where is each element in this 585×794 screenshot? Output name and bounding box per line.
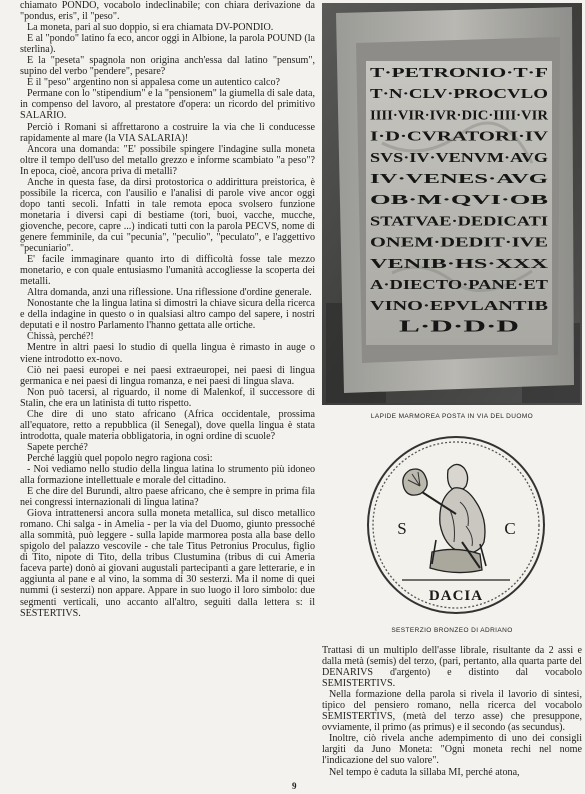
tablet-caption: LAPIDE MARMOREA POSTA IN VIA DEL DUOMO [370,413,534,420]
paragraph: Anche in questa fase, da dirsi protostorica o addirittura preistorica, è possibile la ricerca, con l'ausilio e l'analisi di parole vive ancor oggi dopo tanti secoli. Infatti in tale remota epoca svolsero funzione monetaria i diversi capi di bestiame (tori, buoi, vacche, mucche, giovenche, pecore, capre ...) indicati tutti con la parola PECVS, nome di genere femminile, da cui "pecunia", "peculio", "peculato", e l'aggettivo "pecuniario". [20,176,315,255]
coin-letter-c: C [504,519,516,538]
inscription-line: A·DIECTO·PANE·ET [370,278,549,293]
left-text-column [20,0,315,619]
paragraph: Nella formazione della parola si rivela il lavorio di sintesi, tipico del pensiero romano, nella ricerca del vocabolo SEMISTERTIVS, (metà del terzo asse) che presuppone, ovviamente, il primo (as primus) e il secondo (as secundus). [322,689,582,734]
inscription-line: T·PETRONIO·T·F [370,66,548,81]
paragraph: Sapete perché? [27,441,88,453]
paragraph: Che dire di uno stato africano (Africa occidentale, prossima all'equatore, retto a repubblica (il Senegal), dove quella lingua è stata introdotta, quale materia obbligatoria, in ogni ordine di scuole? [20,408,315,442]
paragraph: Giova intrattenersi ancora sulla moneta metallica, sul disco metallico romano. Chi salga - in Amelia - per la via del Duomo, giunto pressoché alla sommità, può leggere - sulla lapide marmorea posta alla base dello spigolo del palazzo vescovile - che tale Titus Petronius Proculus, figlio di Tito, nipote di Tito, della tribus Clustumina (tribus di cui Ameria faceva parte) donò ai giovani augustali partecipanti a gare letterarie, e in aggiunta al pane e al vino, la somma di 30 sesterzi. Ma il nome di quei nummi (i sesterzi) non appare. Appare in suo luogo il loro simbolo: due segmenti verticali, uno accanto all'altro, seguiti dalla lettera s: il SESTERTIVS. [20,508,315,619]
paragraph: Perciò i Romani si affrettarono a costruire la via che li conducesse rapidamente al mare (la VIA SALARIA)! [20,121,315,144]
paragraph: Chissà, perché?! [27,331,94,343]
inscription-line: T·N·CLV·PROCVLO [370,87,549,103]
paragraph: E che dire del Burundi, altro paese africano, che è sempre in prima fila nei congressi internazionali di lingua latina? [20,486,315,509]
paragraph: Altra domanda, anzi una riflessione. Una riflessione d'ordine generale. [27,287,312,299]
paragraph: E' facile immaginare quanto irto di difficoltà fosse tale mezzo monetario, e con quale entusiasmo l'umanità accogliesse la scoperta dei metalli. [20,254,315,288]
paragraph: Permane con lo "stipendium" e la "pensionem" la giumella di sale data, in compenso del lavoro, al prestatore d'opera: un ricordo del primitivo SALARIO. [20,88,315,122]
paragraph: Ancora una domanda: "E' possibile spingere l'indagine sulla moneta oltre il tempo dell'uso del metallo grezzo e informe scambiato "a peso"? In epoca, cioè, ancora priva di metalli? [20,143,315,177]
paragraph: - Noi vediamo nello studio della lingua latina lo strumento più idoneo alla formazione intellettuale e morale del cittadino. [20,463,315,487]
marble-tablet-photo [322,3,582,405]
paragraph: Mentre in altri paesi lo studio di quella lingua è rimasto in auge o viene introdotto ex-novo. [20,342,315,365]
paragraph: Nel tempo è caduta la sillaba MI, perché atona, [329,766,520,778]
inscription-line: IV·VENES·AVG [370,172,549,187]
figure-head-icon [448,464,468,490]
paragraph: La moneta, pari al suo doppio, si era chiamata DV-PONDIO. [27,22,274,34]
marble-tablet-image [322,3,582,405]
paragraph: Perché laggiù quel popolo negro ragiona così: [27,452,213,464]
paragraph: Trattasi di un multiplo dell'asse librale, risultante da 2 assi e dalla metà (semis) del terzo, (pari, pertanto, alla quarta parte del DENARIVS d'argento) e distinto dal vocabolo SEMISTERTIVS. [322,645,582,690]
coin-caption: SESTERZIO BRONZEO DI ADRIANO [391,627,513,634]
paragraph: E la "peseta" spagnola non origina anch'essa dal latino "pensum", supino del verbo "pendere", pesare? [20,55,315,78]
inscription-line: SVS·IV·VENVM·AVG [370,150,549,166]
sestertius-coin-drawing [362,430,550,620]
coin-letter-s: S [397,519,407,538]
paragraph: Inoltre, ciò rivela anche adempimento di uno dei consigli largiti da Juno Moneta: "Ogni moneta rechi nel nome l'indicazione del suo valore". [322,733,582,767]
coin-exergue: DACIA [428,588,484,604]
inscription-line: VENIB·HS·XXX [370,256,548,272]
inscription-line: STATVAE·DEDICATI [370,214,548,230]
inscription-line: IIII·VIR·IVR·DIC·IIII·VIR [370,108,549,124]
paragraph: Nonostante che la lingua latina si dimostri la chiave sicura della ricerca e della indagine in questo o in qualsiasi altro campo del sapere, i nostri deputati e il nostro Parlamento l'hanno gettata alle ortiche. [20,298,315,332]
paragraph: Ciò nei paesi europei e nei paesi extraeuropei, nei paesi di lingua germanica e nei paesi di lingua romanza, e nei paesi di lingua slava. [20,364,315,387]
inscription-line: VINO·EPVLANTIB [370,299,548,315]
paragraph: E al "pondo" latino fa eco, ancor oggi in Albione, la parola POUND (la sterlina). [20,33,315,56]
inscription-line: I·D·CVRATORI·IV [370,129,548,145]
inscription-line: ONEM·DEDIT·IVE [370,235,548,251]
coin-image [362,430,550,620]
page-number: 9 [292,781,297,791]
inscription-line: OB·M·QVI·OB [370,193,548,209]
paragraph: Non può tacersi, al riguardo, il nome di Malenkof, il successore di Stalin, che era un latinista di tutto rispetto. [20,386,315,409]
paragraph: chiamato PONDO, vocabolo indeclinabile; con chiara derivazione da "pondus, eris", il "peso". [20,0,315,23]
paragraph: E il "peso" argentino non si appalesa come un autentico calco? [27,77,281,89]
standard-icon [403,469,427,495]
inscription-line: L·D·D·D [399,316,519,336]
right-text-column [322,645,582,778]
